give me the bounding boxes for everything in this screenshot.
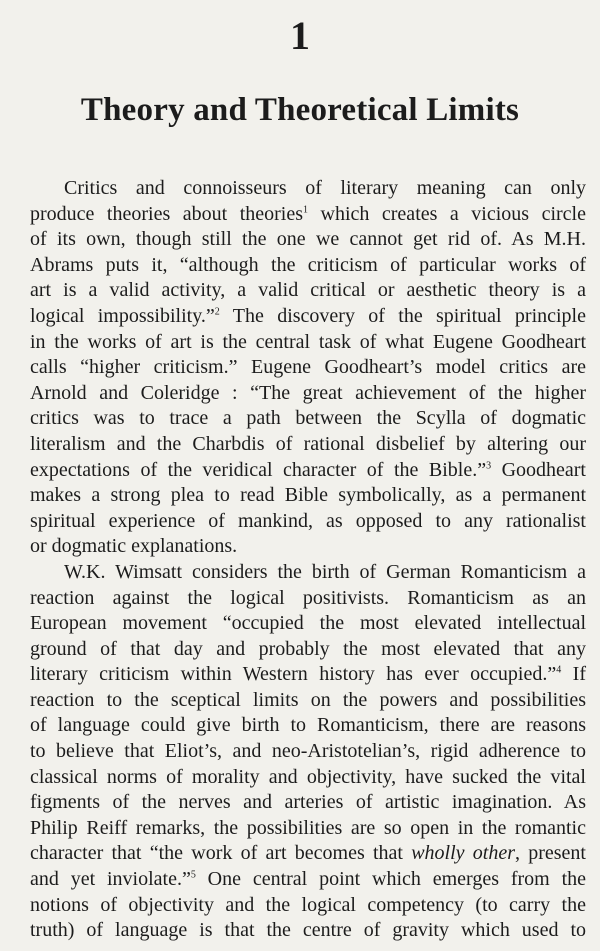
text-line: Critics and connoisseurs of literary meaning can only	[64, 177, 586, 199]
text-line: logical impossibility.”$^2$ The discovery of the spiritual principle	[30, 304, 586, 327]
text-line: Abrams puts it, “although the criticism of particular works of	[30, 253, 586, 276]
paragraph	[30, 176, 586, 560]
chapter-title: Theory and Theoretical Limits	[80, 92, 520, 128]
footnote-ref[interactable]: 3	[486, 459, 492, 471]
text-line: of language could give birth to Romanticism, there are reasons	[30, 714, 586, 737]
chapter-number: 1	[290, 13, 310, 58]
footnote-ref[interactable]: 1	[303, 203, 308, 215]
text-line: critics was to trace a path between the Scylla of dogmatic	[30, 407, 586, 430]
text-line: W.K. Wimsatt considers the birth of German Romanticism a	[64, 560, 586, 583]
text-line: calls “higher criticism.” Eugene Goodheart’s model critics are	[30, 356, 586, 379]
footnote-ref[interactable]: 5	[190, 869, 196, 881]
text-line: truth) of language is that the centre of gravity which used to	[30, 919, 586, 942]
text-line: expectations of the veridical character of the Bible.”$^3$ Goodheart	[30, 458, 586, 481]
text-line: makes a strong plea to read Bible symbolically, as a permanent	[30, 484, 586, 507]
text-line: and yet inviolate.”$^5$ One central point which emerges from the	[30, 868, 586, 891]
text-line: or dogmatic explanations.	[30, 535, 238, 558]
footnote-ref[interactable]: 2	[214, 306, 220, 318]
paragraph	[30, 560, 586, 944]
text-line: art is a valid activity, a valid critical or aesthetic theory is a	[30, 279, 586, 302]
text-line: ground of that day and probably the most elevated that any	[30, 637, 586, 660]
text-line: literalism and the Charbdis of rational disbelief by altering our	[30, 432, 586, 455]
footnote-ref[interactable]: 4	[556, 664, 562, 676]
text-line: classical norms of morality and objectivity, have sucked the vital	[30, 765, 586, 788]
text-line: to believe that Eliot’s, and neo-Aristotelian’s, rigid adherence to	[30, 740, 586, 763]
text-line: reaction to the sceptical limits on the powers and possibilities	[30, 688, 586, 711]
text-line: character that “the work of art becomes that wholly other, present	[30, 842, 586, 865]
text-line: Philip Reiff remarks, the possibilities are so open in the romantic	[30, 816, 586, 839]
text-line: of its own, though still the one we cannot get rid of. As M.H.	[30, 228, 586, 251]
text-line: European movement “occupied the most elevated intellectual	[30, 612, 586, 635]
text-line: literary criticism within Western history has ever occupied.”$^4$ If	[30, 663, 587, 686]
text-line: spiritual experience of mankind, as opposed to any rationalist	[30, 509, 586, 532]
body-text	[30, 176, 586, 944]
text-line: produce theories about theories$^1$ which creates a vicious circle	[30, 202, 586, 225]
text-line: figments of the nerves and arteries of artistic imagination. As	[30, 791, 586, 814]
text-line: in the works of art is the central task of what Eugene Goodheart	[30, 330, 586, 353]
text-line: notions of objectivity and the logical competency (to carry the	[30, 893, 586, 916]
text-line: reaction against the logical positivists. Romanticism as an	[30, 586, 586, 609]
italic-phrase: wholly other	[411, 842, 515, 865]
text-line: Arnold and Coleridge : “The great achievement of the higher	[30, 381, 586, 404]
